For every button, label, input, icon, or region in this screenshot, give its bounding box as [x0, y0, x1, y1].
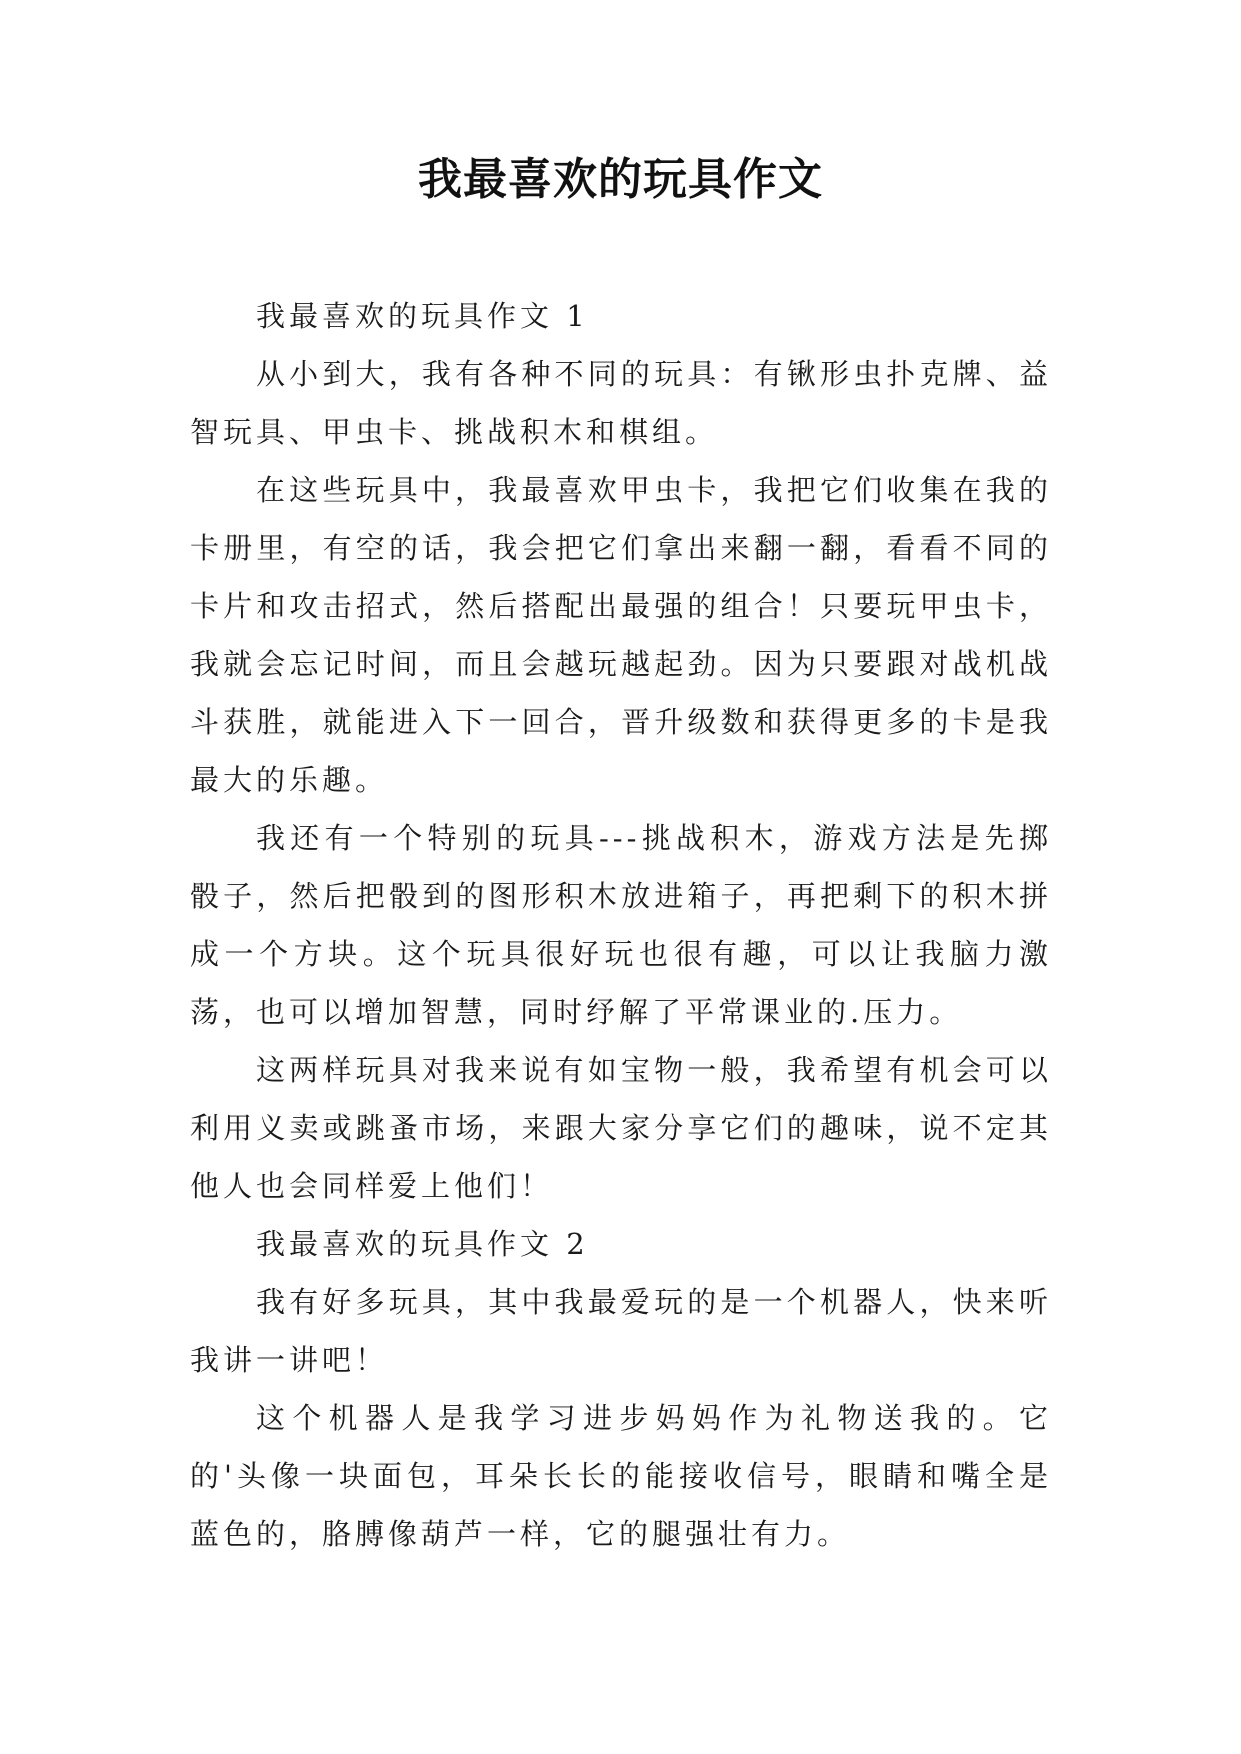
document-body [190, 287, 1052, 1563]
section-heading-2: 我最喜欢的玩具作文 2 [256, 1227, 589, 1261]
paragraph: 从小到大，我有各种不同的玩具：有锹形虫扑克牌、益智玩具、甲虫卡、挑战积木和棋组。 [190, 357, 1052, 449]
section-heading-1: 我最喜欢的玩具作文 1 [256, 299, 589, 333]
document-title: 我最喜欢的玩具作文 [418, 154, 823, 205]
paragraph: 我还有一个特别的玩具---挑战积木，游戏方法是先掷骰子，然后把骰到的图形积木放进箱子，再把剩下的积木拼成一个方块。这个玩具很好玩也很有趣，可以让我脑力激荡，也可以增加智慧，同时纾解了平常课业的.压力。 [190, 821, 1052, 1029]
paragraph: 在这些玩具中，我最喜欢甲虫卡，我把它们收集在我的卡册里，有空的话，我会把它们拿出来翻一翻，看看不同的卡片和攻击招式，然后搭配出最强的组合！只要玩甲虫卡，我就会忘记时间，而且会越玩越起劲。因为只要跟对战机战斗获胜，就能进入下一回合，晋升级数和获得更多的卡是我最大的乐趣。 [190, 473, 1052, 797]
paragraph: 这个机器人是我学习进步妈妈作为礼物送我的。它的'头像一块面包，耳朵长长的能接收信号，眼睛和嘴全是蓝色的，胳膊像葫芦一样，它的腿强壮有力。 [190, 1401, 1052, 1551]
paragraph: 这两样玩具对我来说有如宝物一般，我希望有机会可以利用义卖或跳蚤市场，来跟大家分享它们的趣味，说不定其他人也会同样爱上他们！ [190, 1053, 1052, 1203]
paragraph: 我有好多玩具，其中我最爱玩的是一个机器人，快来听我讲一讲吧！ [190, 1285, 1052, 1377]
